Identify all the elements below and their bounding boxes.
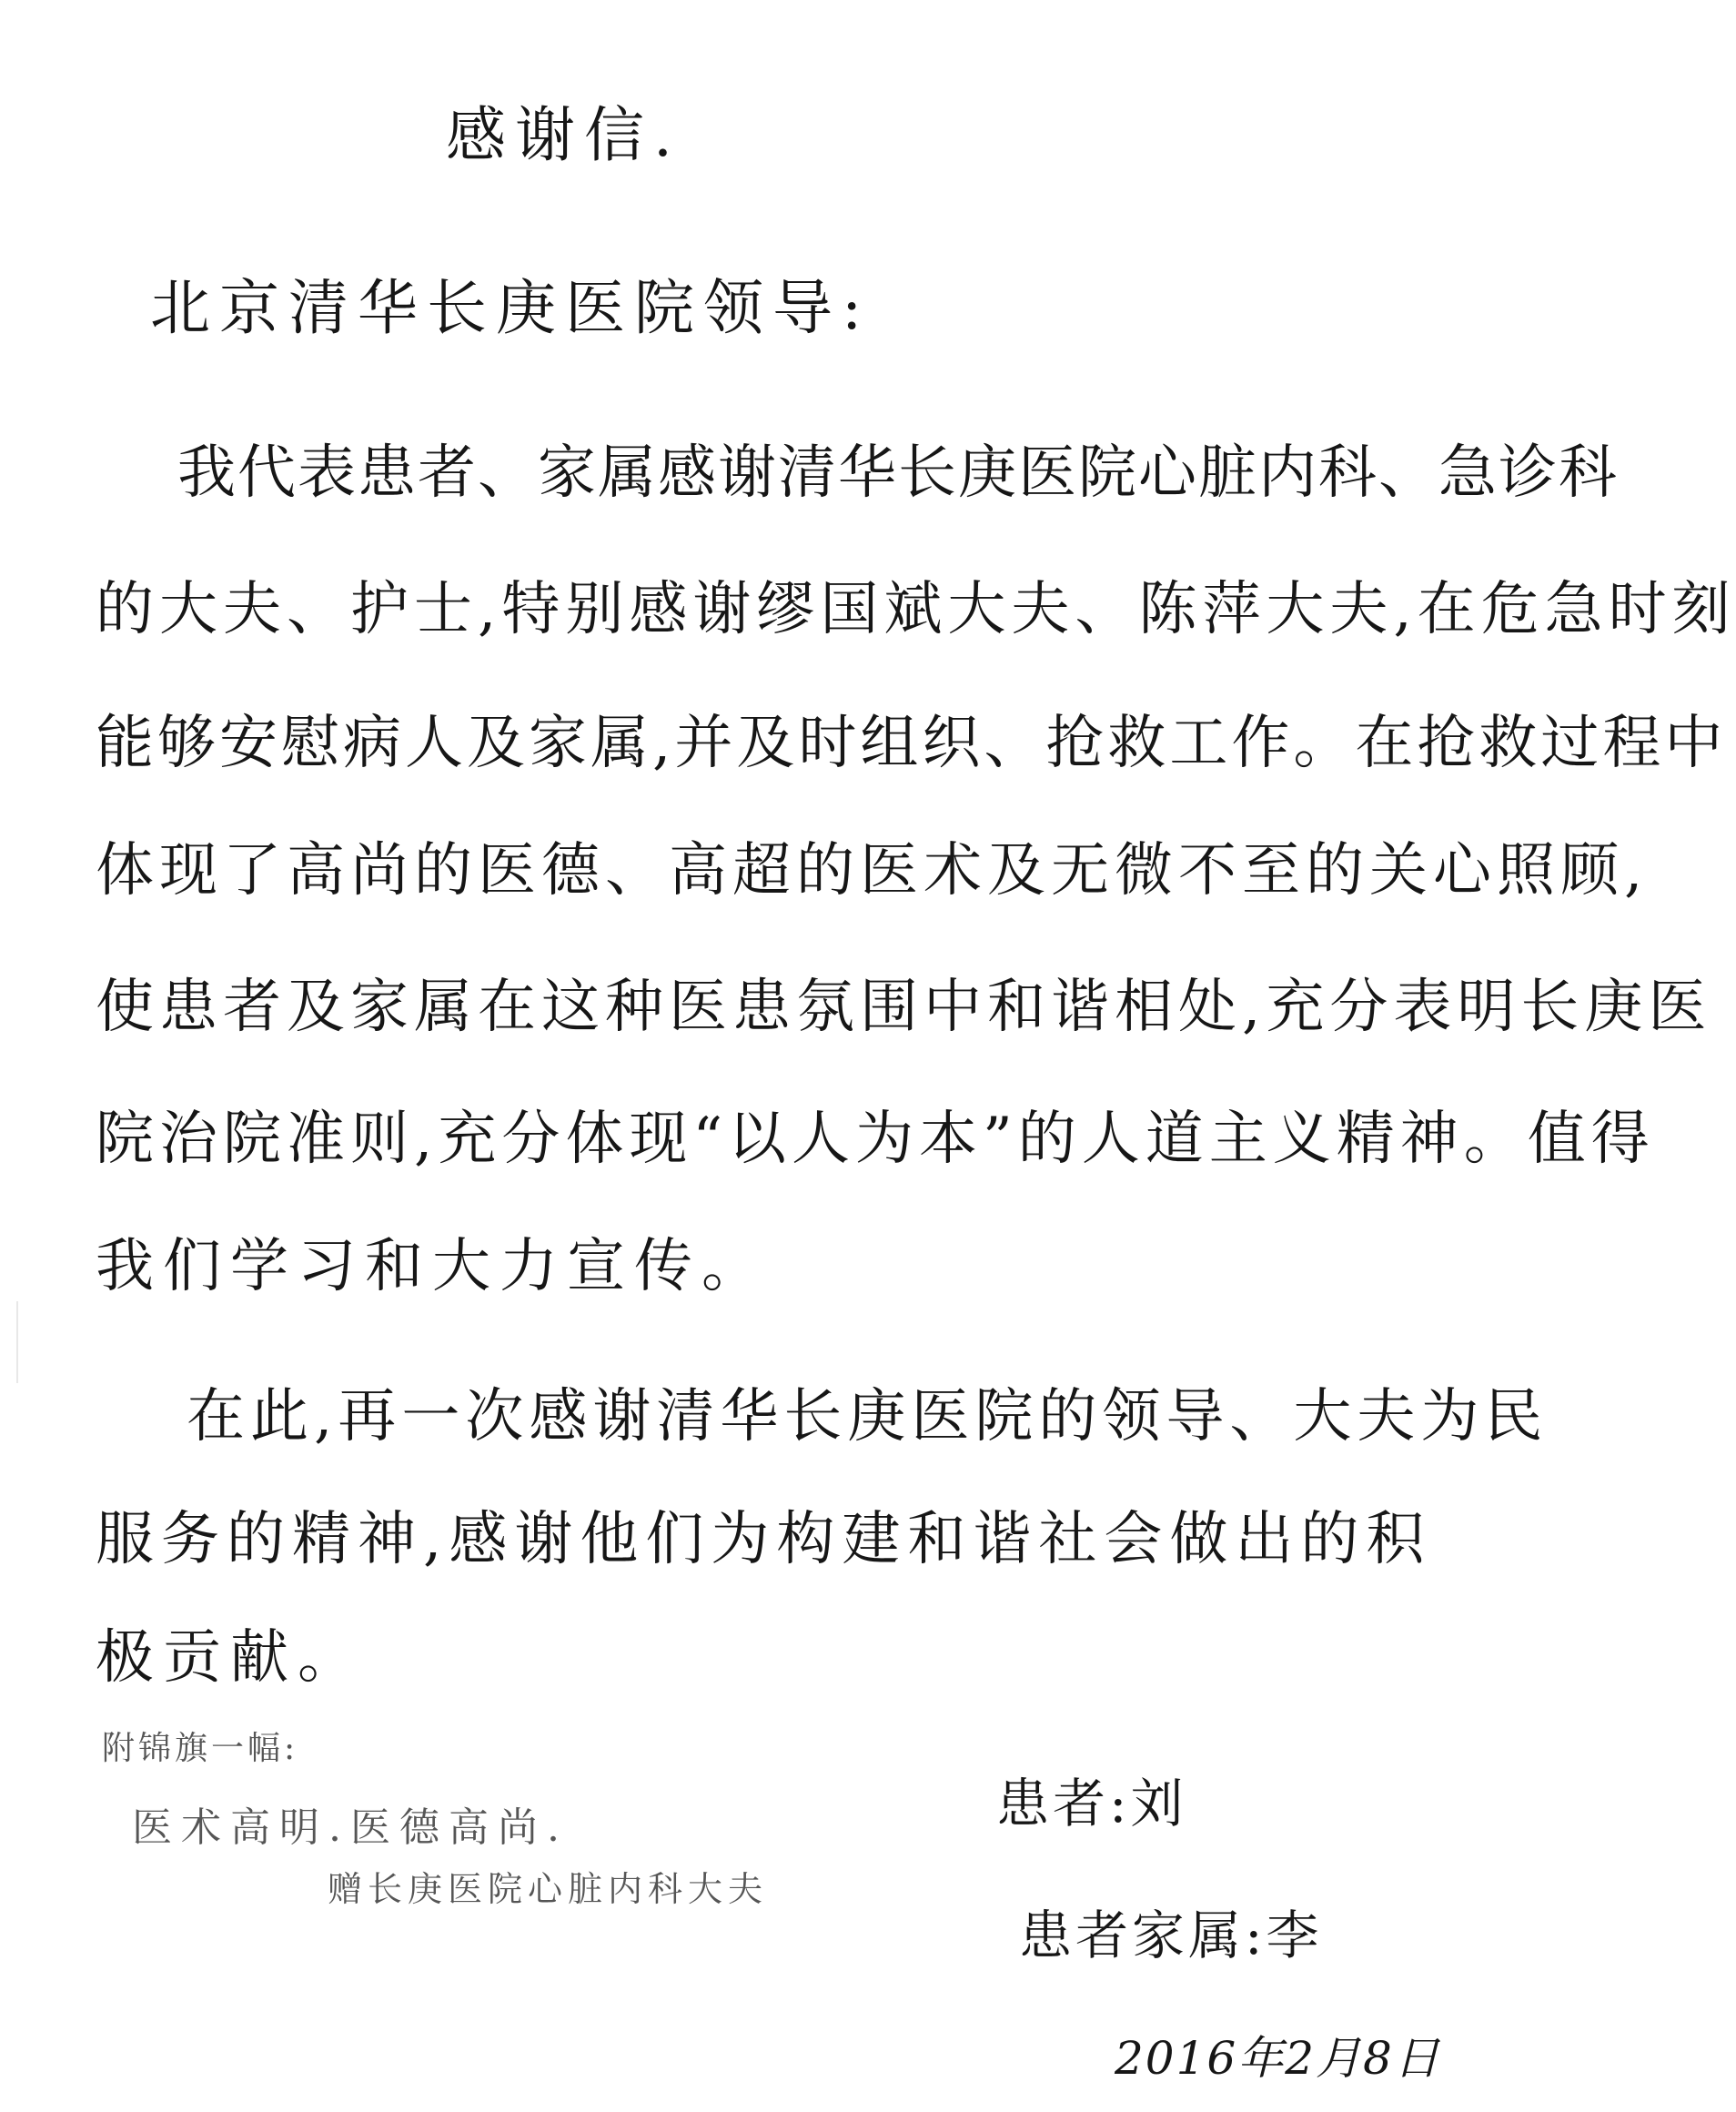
letter-salutation: 北京清华长庚医院领导: bbox=[150, 273, 872, 343]
letter-body-line: 体现了高尚的医德、高超的医术及无微不至的关心照顾, bbox=[96, 837, 1649, 904]
attachment-recipient: 赠长庚医院心脏内科大夫 bbox=[328, 1869, 769, 1909]
letter-body-line: 的大夫、护士,特别感谢缪国斌大夫、陈萍大夫,在危急时刻 bbox=[96, 576, 1736, 643]
scan-edge-mark bbox=[16, 1301, 25, 1383]
signature-date: 2016年2月8日 bbox=[1115, 2032, 1441, 2085]
letter-body-line: 使患者及家属在这种医患氛围中和谐相处,充分表明长庚医 bbox=[96, 974, 1712, 1041]
letter-body-line: 能够安慰病人及家属,并及时组织、抢救工作。在抢救过程中 bbox=[96, 710, 1727, 777]
attachment-label: 附锦旗一幅: bbox=[102, 1730, 299, 1767]
signature-patient: 患者:刘 bbox=[996, 1773, 1187, 1834]
letter-body-line: 我代表患者、家属感谢清华长庚医院心脏内科、急诊科 bbox=[177, 440, 1619, 507]
letter-title: 感谢信. bbox=[446, 100, 681, 170]
letter-body-line: 我们学习和大力宣传。 bbox=[96, 1233, 769, 1300]
letter-body-line: 极贡献。 bbox=[96, 1624, 365, 1692]
letter-body-line: 院治院准则,充分体现“以人为本”的人道主义精神。值得 bbox=[96, 1106, 1655, 1173]
letter-body-line: 服务的精神,感谢他们为构建和谐社会做出的积 bbox=[96, 1506, 1432, 1573]
signature-family: 患者家属:李 bbox=[1019, 1905, 1323, 1966]
letter-body-line: 在此,再一次感谢清华长庚医院的领导、大夫为民 bbox=[187, 1383, 1549, 1450]
attachment-banner-text: 医术高明.医德高尚. bbox=[132, 1804, 569, 1851]
